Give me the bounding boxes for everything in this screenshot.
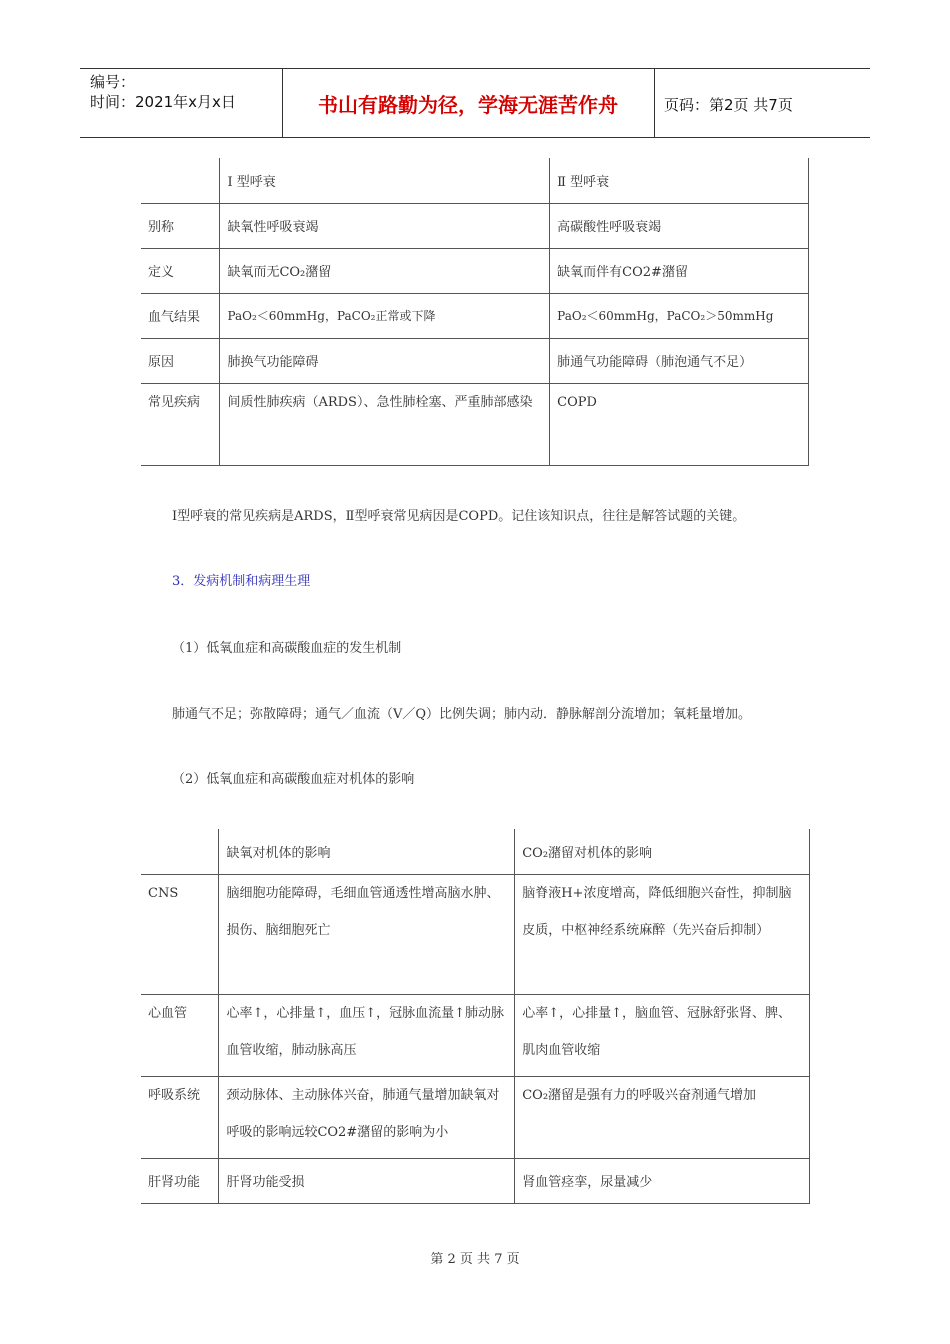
doc-number-label: 编号： [90, 73, 136, 91]
table-row-label: 血气结果 [141, 293, 220, 338]
table-row-label: 原因 [141, 338, 220, 383]
table-cell: 心率↑，心排量↑，脑血管、冠脉舒张肾、脾、肌肉血管收缩 [515, 994, 810, 1076]
table-cell: 脑脊液H+浓度增高，降低细胞兴奋性，抑制脑皮质，中枢神经系统麻醉（先兴奋后抑制） [515, 874, 810, 994]
table-row [141, 338, 809, 383]
effects-table [141, 829, 810, 1204]
table-row-label: 定义 [141, 248, 220, 293]
table-row [141, 874, 810, 994]
table-header-row [141, 829, 810, 874]
table-header-cell: Ⅱ 型呼衰 [550, 158, 809, 203]
respiratory-failure-type-table [141, 158, 809, 466]
table-row [141, 248, 809, 293]
subsection-heading: （2）低氧血症和高碳酸血症对机体的影响 [172, 772, 415, 787]
table-cell: 肺通气功能障碍（肺泡通气不足） [550, 338, 809, 383]
table-cell: 间质性肺疾病（ARDS）、急性肺栓塞、严重肺部感染 [220, 383, 550, 465]
table-row [141, 1158, 810, 1203]
table-row-label: 肝肾功能 [141, 1158, 219, 1203]
table-cell: COPD [550, 383, 809, 465]
table-row [141, 1076, 810, 1158]
table-cell: 颈动脉体、主动脉体兴奋，肺通气量增加缺氧对呼吸的影响远较CO2#潴留的影响为小 [219, 1076, 515, 1158]
table-header-cell: 缺氧对机体的影响 [219, 829, 515, 874]
page-header [80, 68, 870, 138]
doc-time-label: 时间：2021年x月x日 [90, 93, 236, 111]
table-cell: 脑细胞功能障碍，毛细血管通透性增高脑水肿、损伤、脑细胞死亡 [219, 874, 515, 994]
table-cell: 高碳酸性呼吸衰竭 [550, 203, 809, 248]
section-heading: 3．发病机制和病理生理 [172, 574, 311, 589]
summary-paragraph: Ⅰ型呼衰的常见疾病是ARDS，Ⅱ型呼衰常见病因是COPD。记住该知识点，往往是解答试题的关键。 [172, 509, 746, 524]
table-row [141, 203, 809, 248]
table-row-label: 心血管 [141, 994, 219, 1076]
subsection-heading: （1）低氧血症和高碳酸血症的发生机制 [172, 641, 402, 656]
table-row-label: 常见疾病 [141, 383, 220, 465]
mechanism-paragraph: 肺通气不足；弥散障碍；通气／血流（V／Q）比例失调；肺内动．静脉解剖分流增加；氧耗量增加。 [172, 707, 752, 722]
table-cell: CO₂潴留是强有力的呼吸兴奋剂通气增加 [515, 1076, 810, 1158]
table-cell: 缺氧性呼吸衰竭 [220, 203, 550, 248]
header-page-info: 页码：第2页 共7页 [664, 96, 793, 114]
table-header-cell: Ⅰ 型呼衰 [220, 158, 550, 203]
table-cell: 心率↑，心排量↑，血压↑，冠脉血流量↑肺动脉血管收缩，肺动脉高压 [219, 994, 515, 1076]
table-cell [141, 158, 220, 203]
header-divider [654, 69, 655, 137]
table-row-label: 呼吸系统 [141, 1076, 219, 1158]
table-row-label: CNS [141, 874, 219, 994]
table-cell: 缺氧而伴有CO2#潴留 [550, 248, 809, 293]
table-row [141, 383, 809, 465]
header-meta [90, 72, 236, 112]
page-footer: 第 2 页 共 7 页 [430, 1252, 520, 1267]
table-cell: 肺换气功能障碍 [220, 338, 550, 383]
table-cell [141, 829, 219, 874]
table-cell: PaO₂＜60mmHg，PaCO₂＞50mmHg [550, 293, 809, 338]
table-row [141, 994, 810, 1076]
header-motto: 书山有路勤为径，学海无涯苦作舟 [318, 93, 618, 117]
table-header-row [141, 158, 809, 203]
table-row [141, 293, 809, 338]
table-cell: 缺氧而无CO₂潴留 [220, 248, 550, 293]
table-cell: PaO₂＜60mmHg，PaCO₂正常或下降 [220, 293, 550, 338]
table-row-label: 别称 [141, 203, 220, 248]
table-cell: 肾血管痉挛，尿量减少 [515, 1158, 810, 1203]
table-cell: 肝肾功能受损 [219, 1158, 515, 1203]
table-header-cell: CO₂潴留对机体的影响 [515, 829, 810, 874]
